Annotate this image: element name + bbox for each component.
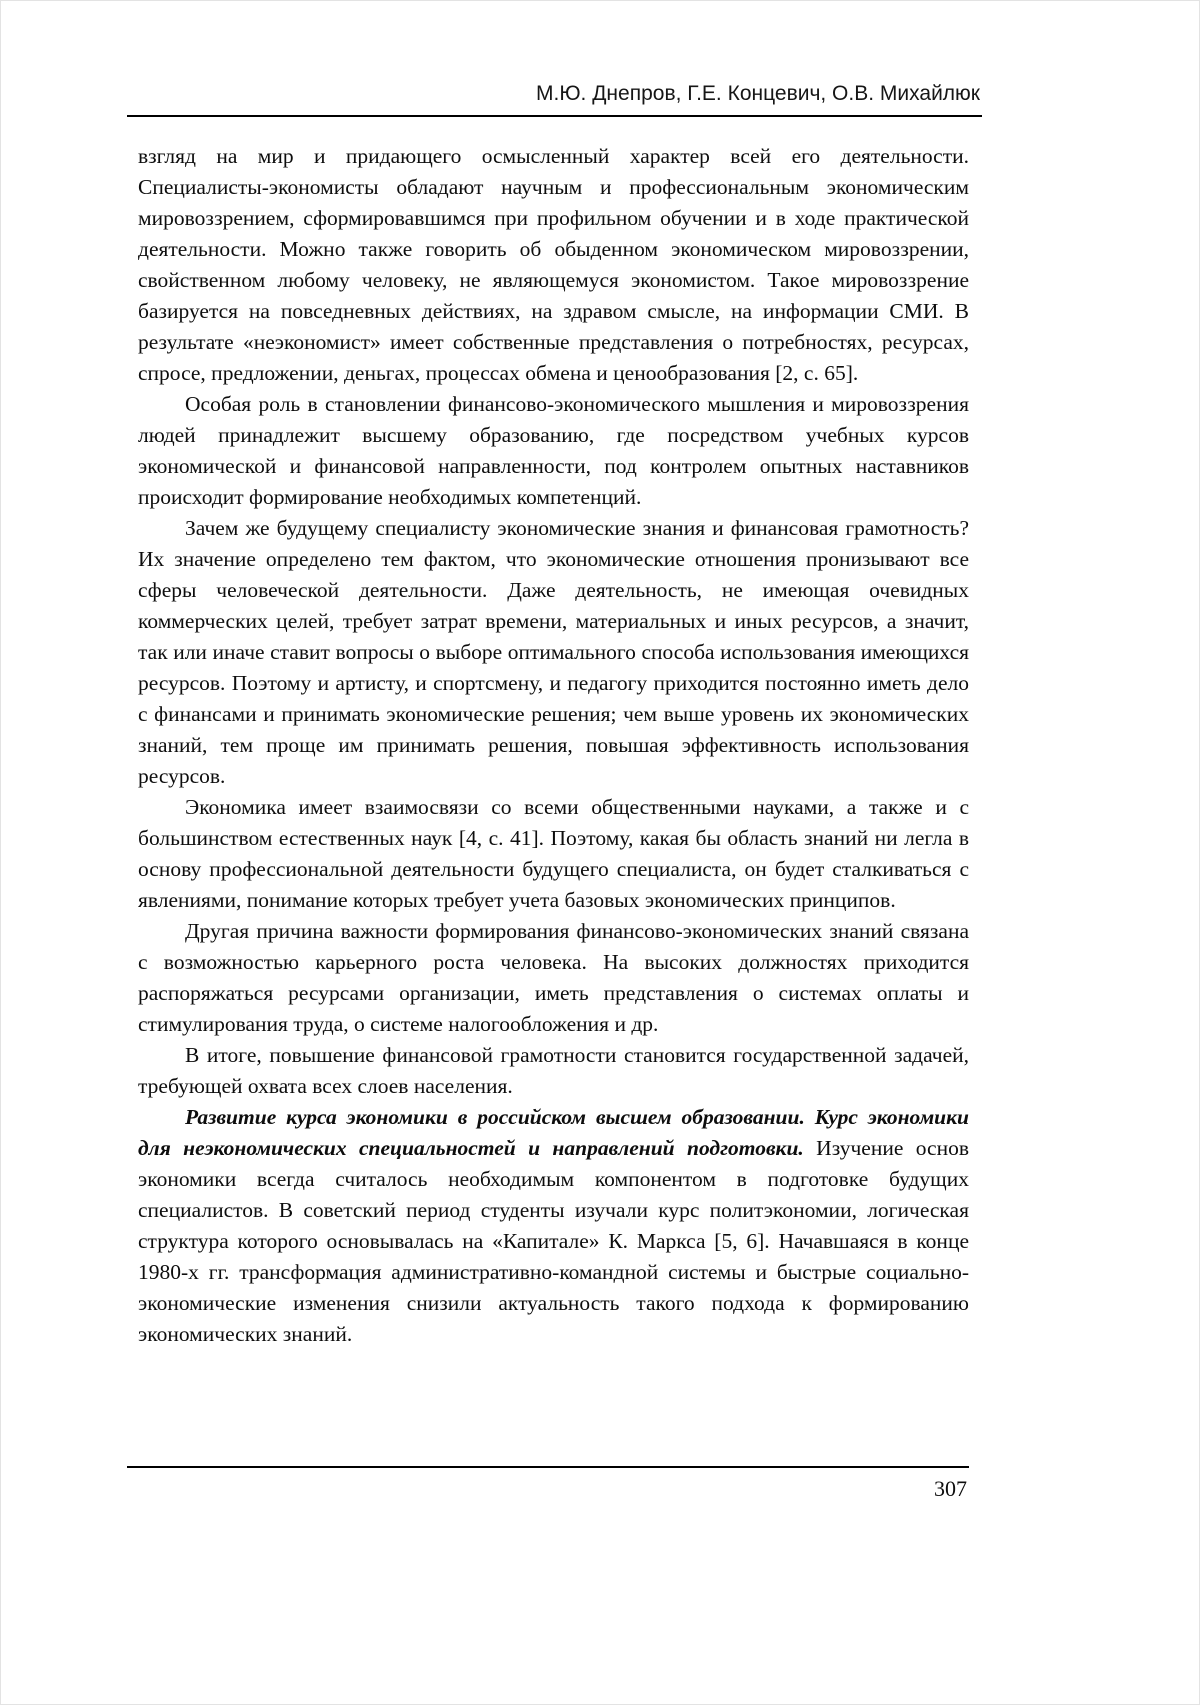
footer-rule — [127, 1466, 969, 1468]
paragraph-text: Изучение основ экономики всегда считалось необходимым компонентом в подготовке будущих специалистов. В советский период студенты изучали курс политэкономии, логическая структура которого основывалась на «Капитале» К. Маркса [5, 6]. Начавшаяся в конце 1980-х гг. трансформация административно-командной системы и быстрые социально-экономические изменения снизили актуальность такого подхода к формированию экономических знаний. — [138, 1136, 970, 1346]
section-heading-inline-bold-italic: Развитие курса экономики в российском высшем образовании. Курс экономики для неэкономических специальностей и направлений подготовки. — [138, 1105, 969, 1160]
paragraph: В итоге, повышение финансовой грамотности становится государственной задачей, требующей охвата всех слоев населения. — [138, 1043, 969, 1098]
running-head-authors: М.Ю. Днепров, Г.Е. Концевич, О.В. Михайлюк — [536, 82, 980, 105]
paragraph: Зачем же будущему специалисту экономические знания и финансовая грамотность? Их значение определено тем фактом, что экономические отношения пронизывают все сферы человеческой деятельности. Даже деятельность, не имеющая очевидных коммерческих целей, требует затрат времени, материальных и иных ресурсов, а значит, так или иначе ставит вопросы о выборе оптимального способа использования имеющихся ресурсов. Поэтому и артисту, и спортсмену, и педагогу приходится постоянно иметь дело с финансами и принимать экономические решения; чем выше уровень их экономических знаний, тем проще им принимать решения, повышая эффективность использования ресурсов. — [138, 516, 969, 788]
paragraph-continuation: взгляд на мир и придающего осмысленный характер всей его деятельности. Специалисты-экономисты обладают научным и профессиональным экономическим мировоззрением, сформировавшимся при профильном обучении и в ходе практической деятельности. Можно также говорить об обыденном экономическом мировоззрении, свойственном любому человеку, не являющемуся экономистом. Такое мировоззрение базируется на повседневных действиях, на здравом смысле, на информации СМИ. В результате «неэкономист» имеет собственные представления о потребностях, ресурсах, спросе, предложении, деньгах, процессах обмена и ценообразования [2, с. 65]. — [138, 144, 969, 385]
page-number: 307 — [934, 1476, 967, 1501]
paragraph: Экономика имеет взаимосвязи со всеми общественными науками, а также и с большинством естественных наук [4, с. 41]. Поэтому, какая бы область знаний ни легла в основу профессиональной деятельности будущего специалиста, он будет сталкиваться с явлениями, понимание которых требует учета базовых экономических принципов. — [138, 795, 969, 912]
page-body-text — [138, 141, 969, 1350]
paragraph-section-lead — [138, 1102, 969, 1350]
paragraph: Особая роль в становлении финансово-экономического мышления и мировоззрения людей принадлежит высшему образованию, где посредством учебных курсов экономической и финансовой направленности, под контролем опытных наставников происходит формирование необходимых компетенций. — [138, 392, 969, 509]
header-rule — [127, 115, 982, 117]
paragraph: Другая причина важности формирования финансово-экономических знаний связана с возможностью карьерного роста человека. На высоких должностях приходится распоряжаться ресурсами организации, иметь представления о системах оплаты и стимулирования труда, о системе налогообложения и др. — [138, 919, 969, 1036]
